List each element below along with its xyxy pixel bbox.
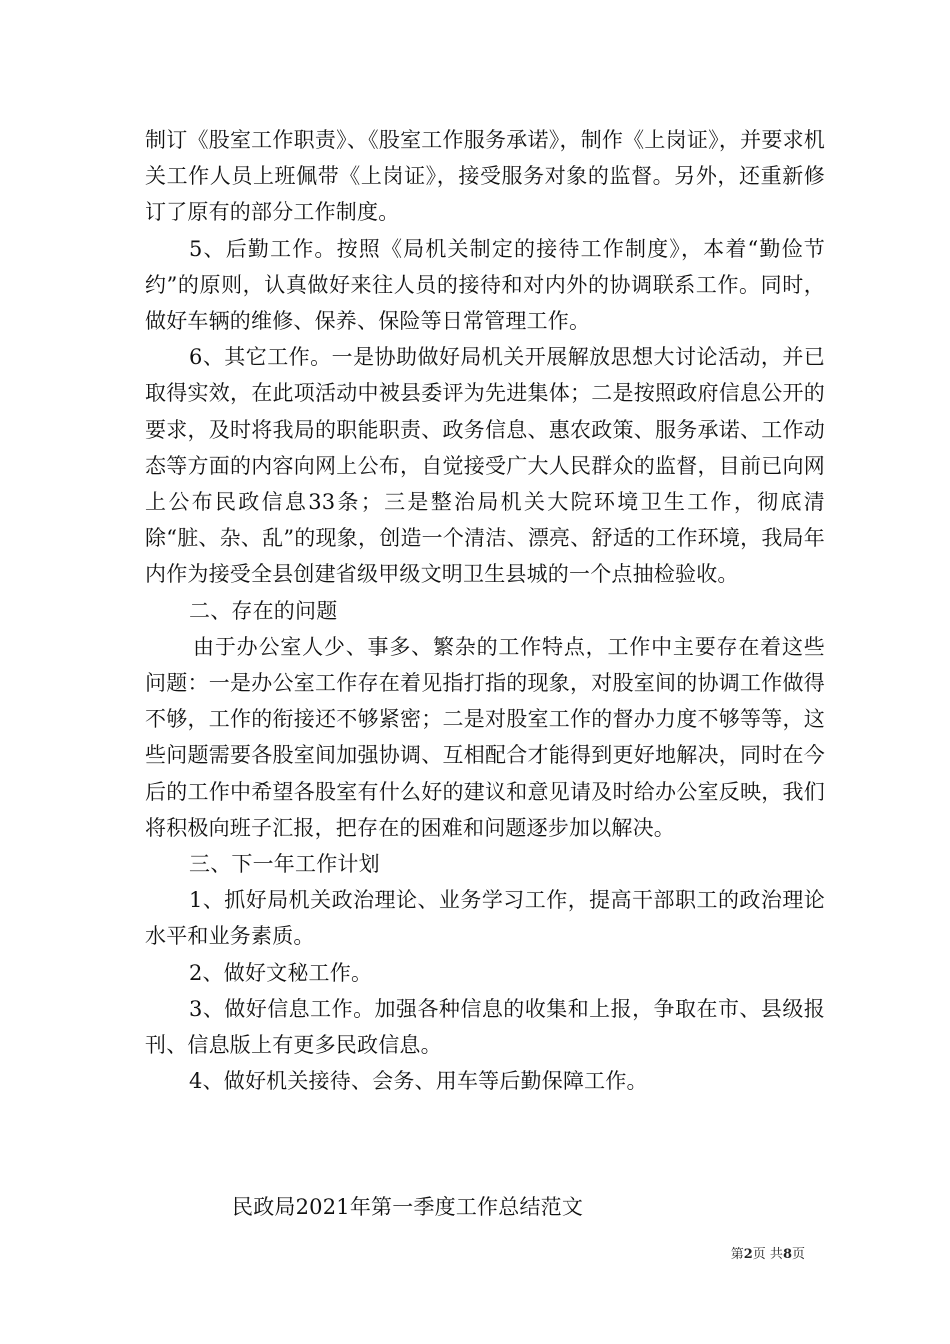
plan-item-2: 2、做好文秘工作。 [189, 960, 373, 985]
plan-item-3: 3、做好信息工作。加强各种信息的收集和上报，争取在市、县级报刊、信息版上有更多民政信息。 [145, 996, 825, 1058]
page-number-total: 8 [782, 1247, 792, 1262]
section-heading-problems: 二、存在的问题 [189, 598, 338, 623]
page-number-prefix: 第 [730, 1247, 744, 1262]
plan-item-1: 1、抓好局机关政治理论、业务学习工作，提高干部职工的政治理论水平和业务素质。 [145, 888, 825, 949]
paragraph-logistics-work: 5、后勤工作。按照《局机关制定的接待工作制度》，本着“勤俭节约”的原则，认真做好来往人员的接待和对内外的协调联系工作。同时，做好车辆的维修、保养、保险等日常管理工作。 [145, 236, 825, 334]
page-number-middle: 页 共 [752, 1247, 783, 1262]
paragraph-problems: 由于办公室人少、事多、繁杂的工作特点，工作中主要存在着这些问题：一是办公室工作存在着见指打指的现象，对股室间的协调工作做得不够，工作的衔接还不够紧密；二是对股室工作的督办力度不够等等，这些问题需要各股室间加强协调、互相配合才能得到更好地解决，同时在今后的工作中希望各股室有什么好的建议和意见请及时给办公室反映，我们将积极向班子汇报，把存在的困难和问题逐步加以解决。 [145, 634, 825, 840]
document-body [145, 122, 825, 1099]
section-heading-next-year-plan: 三、下一年工作计划 [189, 852, 380, 877]
paragraph-other-work: 6、其它工作。一是协助做好局机关开展解放思想大讨论活动，并已取得实效，在此项活动中被县委评为先进集体；二是按照政府信息公开的要求，及时将我局的职能职责、政务信息、惠农政策、服务承诺、工作动态等方面的内容向网上公布，自觉接受广大人民群众的监督，目前已向网上公布民政信息33条；三是整治局机关大院环境卫生工作，彻底清除“脏、杂、乱”的现象，创造一个清洁、漂亮、舒适的工作环境，我局年内作为接受全县创建省级甲级文明卫生县城的一个点抽检验收。 [145, 345, 825, 587]
page-number-suffix: 页 [791, 1247, 805, 1262]
page-number-current: 2 [743, 1247, 753, 1262]
page-number [731, 1246, 805, 1264]
next-document-title: 民政局2021年第一季度工作总结范文 [232, 1195, 584, 1219]
plan-item-4: 4、做好机关接待、会务、用车等后勤保障工作。 [189, 1069, 648, 1094]
paragraph-duty-system: 制订《股室工作职责》、《股室工作服务承诺》，制作《上岗证》，并要求机关工作人员上班佩带《上岗证》，接受服务对象的监督。另外，还重新修订了原有的部分工作制度。 [145, 128, 825, 225]
